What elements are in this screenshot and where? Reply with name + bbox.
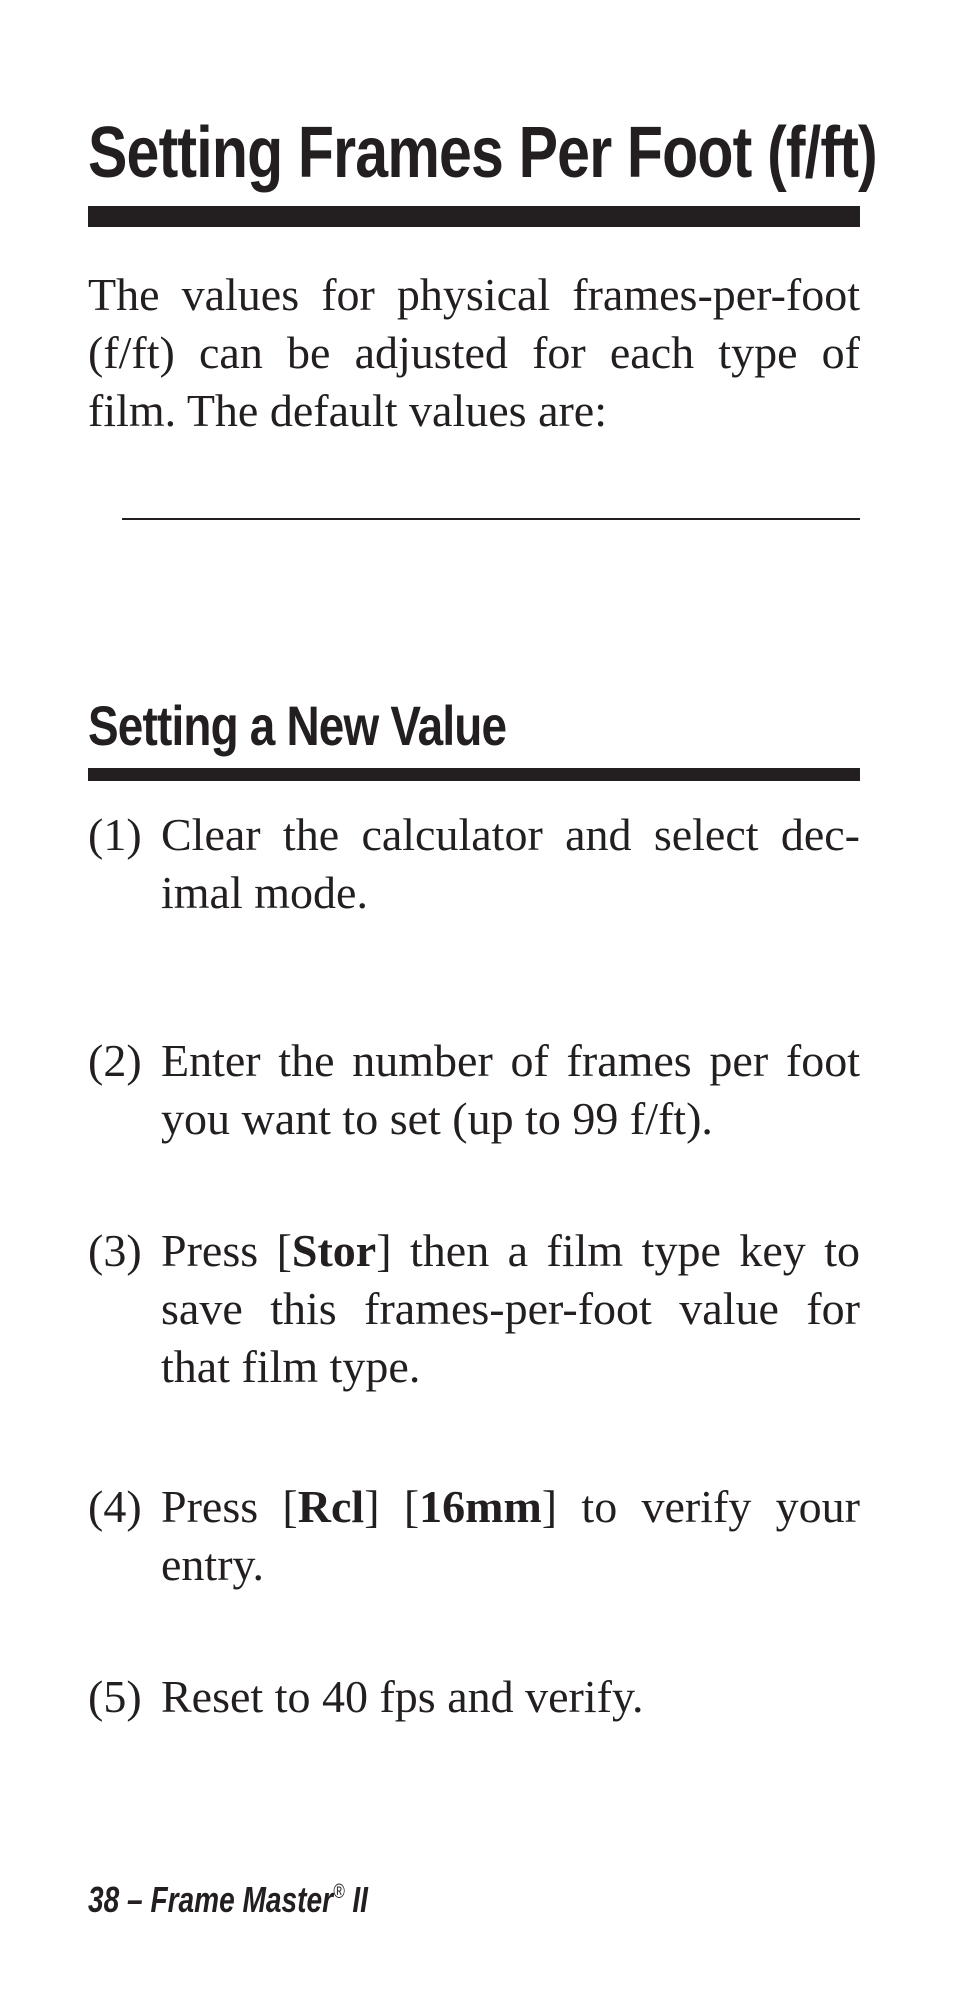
stor-key-label: Stor [291, 1225, 377, 1276]
footer-suffix: II [344, 1879, 368, 1920]
title-underline [88, 206, 860, 227]
step-1-text: Clear the calculator and select dec-imal mode. [161, 809, 860, 918]
step-4-text-post: ] to verify your entry. [161, 1481, 860, 1590]
step-2-text: Enter the number of frames per foot you want to set (up to 99 f/ft). [161, 1035, 860, 1144]
16mm-key-label: 16mm [419, 1481, 542, 1532]
step-2 [88, 1032, 860, 1148]
step-text [161, 1032, 860, 1148]
page-footer [88, 1870, 368, 1922]
step-4-text-mid: ] [ [364, 1481, 420, 1532]
step-3-text-post: ] then a film type key to save this frames-per-foot value for that film type. [161, 1225, 860, 1392]
section-underline [88, 768, 860, 781]
step-number: (5) [88, 1671, 142, 1722]
step-text [161, 1222, 860, 1396]
rcl-key-label: Rcl [297, 1481, 365, 1532]
step-text [161, 806, 860, 922]
step-5-text: Reset to 40 fps and verify. [161, 1671, 644, 1722]
step-number: (2) [88, 1035, 142, 1086]
section-title: Setting a New Value [88, 694, 507, 757]
step-number: (4) [88, 1481, 142, 1532]
page-title: Setting Frames Per Foot (f/ft) [88, 113, 877, 193]
default-values-divider [122, 518, 860, 520]
step-5 [88, 1668, 860, 1726]
step-4 [88, 1478, 860, 1594]
step-number: (3) [88, 1225, 142, 1276]
step-3-text-pre: Press [ [161, 1225, 292, 1276]
step-1 [88, 806, 860, 922]
step-number: (1) [88, 809, 142, 860]
registered-mark: ® [333, 1881, 345, 1903]
footer-page-label: 38 – Frame Master [88, 1879, 334, 1920]
step-text [161, 1478, 860, 1594]
step-4-text-pre: Press [ [161, 1481, 298, 1532]
manual-page [88, 0, 877, 2009]
step-3 [88, 1222, 860, 1396]
step-text [161, 1668, 860, 1726]
intro-paragraph: The values for physical frames-per-foot (f/ft) can be adjusted for each type of film. The default values are: [88, 269, 860, 436]
